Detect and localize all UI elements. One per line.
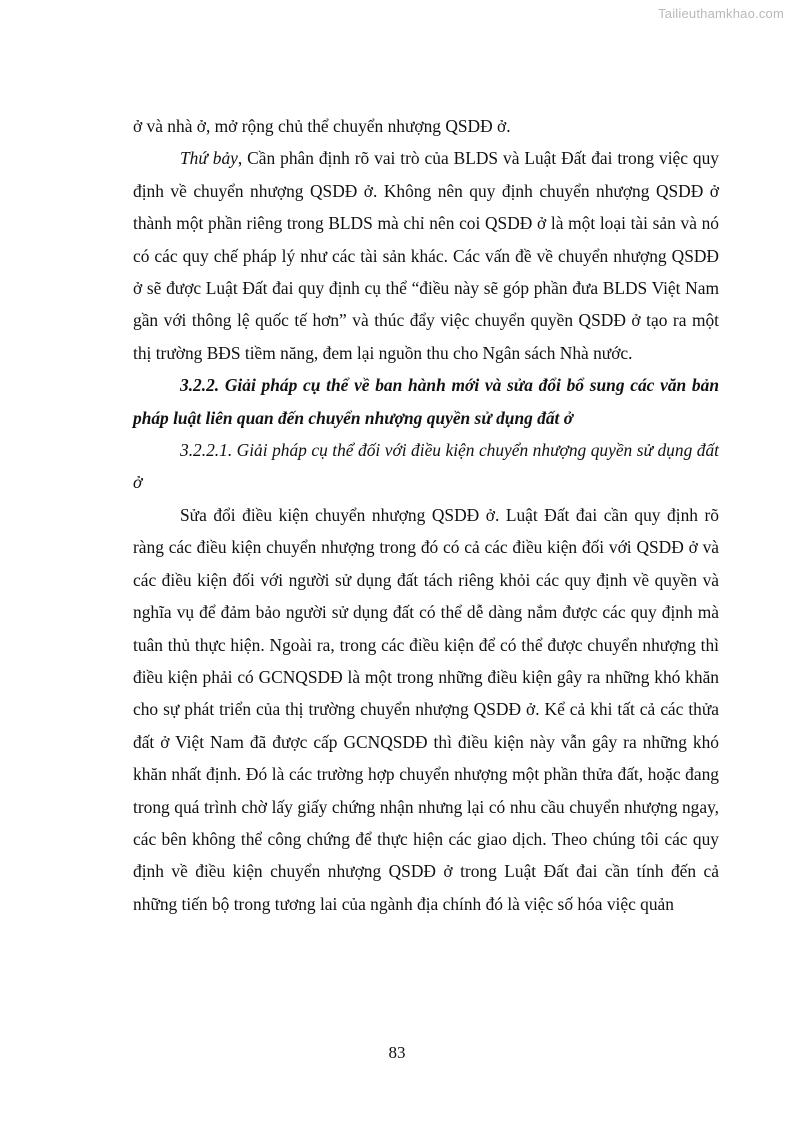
section-heading-3-2-2: 3.2.2. Giải pháp cụ thể về ban hành mới và sửa đổi bổ sung các văn bản pháp luật liên quan đến chuyển nhượng quyền sử dụng đất ở: [133, 375, 719, 428]
paragraph-thu-bay: [133, 142, 719, 369]
watermark-text: Tailieuthamkhao.com: [658, 6, 784, 21]
page-number: 83: [388, 1043, 406, 1062]
paragraph-lead-italic: Thứ bảy: [180, 148, 238, 169]
paragraph-continuation: ở và nhà ở, mở rộng chủ thể chuyển nhượng QSDĐ ở.: [133, 116, 511, 136]
paragraph-dieu-kien: Sửa đổi điều kiện chuyển nhượng QSDĐ ở. Luật Đất đai cần quy định rõ ràng các điều kiện chuyển nhượng trong đó có cả các điều kiện đối với QSDĐ ở và các điều kiện đối với người sử dụng đất tách riêng khỏi các quy định về quyền và nghĩa vụ để đảm bảo người sử dụng đất có thể dễ dàng nắm được các quy định mà tuân thủ thực hiện. Ngoài ra, trong các điều kiện để có thể được chuyển nhượng thì điều kiện phải có GCNQSDĐ là một trong những điều kiện gây ra những khó khăn cho sự phát triển của thị trường chuyển nhượng QSDĐ ở. Kể cả khi tất cả các thửa đất ở Việt Nam đã được cấp GCNQSDĐ thì điều kiện này vẫn gây ra những khó khăn nhất định. Đó là các trường hợp chuyển nhượng một phần thửa đất, hoặc đang trong quá trình chờ lấy giấy chứng nhận nhưng lại có nhu cầu chuyển nhượng ngay, các bên không thể công chứng để thực hiện các giao dịch. Theo chúng tôi các quy định về điều kiện chuyển nhượng QSDĐ ở trong Luật Đất đai cần tính đến cả những tiến bộ trong tương lai của ngành địa chính đó là việc số hóa việc quản: [133, 504, 719, 914]
page-body: [133, 110, 719, 920]
paragraph-body: , Cần phân định rõ vai trò của BLDS và Luật Đất đai trong việc quy định về chuyển nhượng QSDĐ ở. Không nên quy định chuyển nhượng QSDĐ ở thành một phần riêng trong BLDS mà chỉ nên coi QSDĐ ở là một loại tài sản và nó có các quy chế pháp lý như các tài sản khác. Các vấn đề về chuyển nhượng QSDĐ ở sẽ được Luật Đất đai quy định cụ thể “điều này sẽ góp phần đưa BLDS Việt Nam gần với thông lệ quốc tế hơn” và thúc đẩy việc chuyển quyền QSDĐ ở tạo ra một thị trường BĐS tiềm năng, đem lại nguồn thu cho Ngân sách Nhà nước.: [133, 148, 719, 363]
subsection-heading-3-2-2-1: 3.2.2.1. Giải pháp cụ thể đối với điều kiện chuyển nhượng quyền sử dụng đất ở: [133, 440, 719, 493]
